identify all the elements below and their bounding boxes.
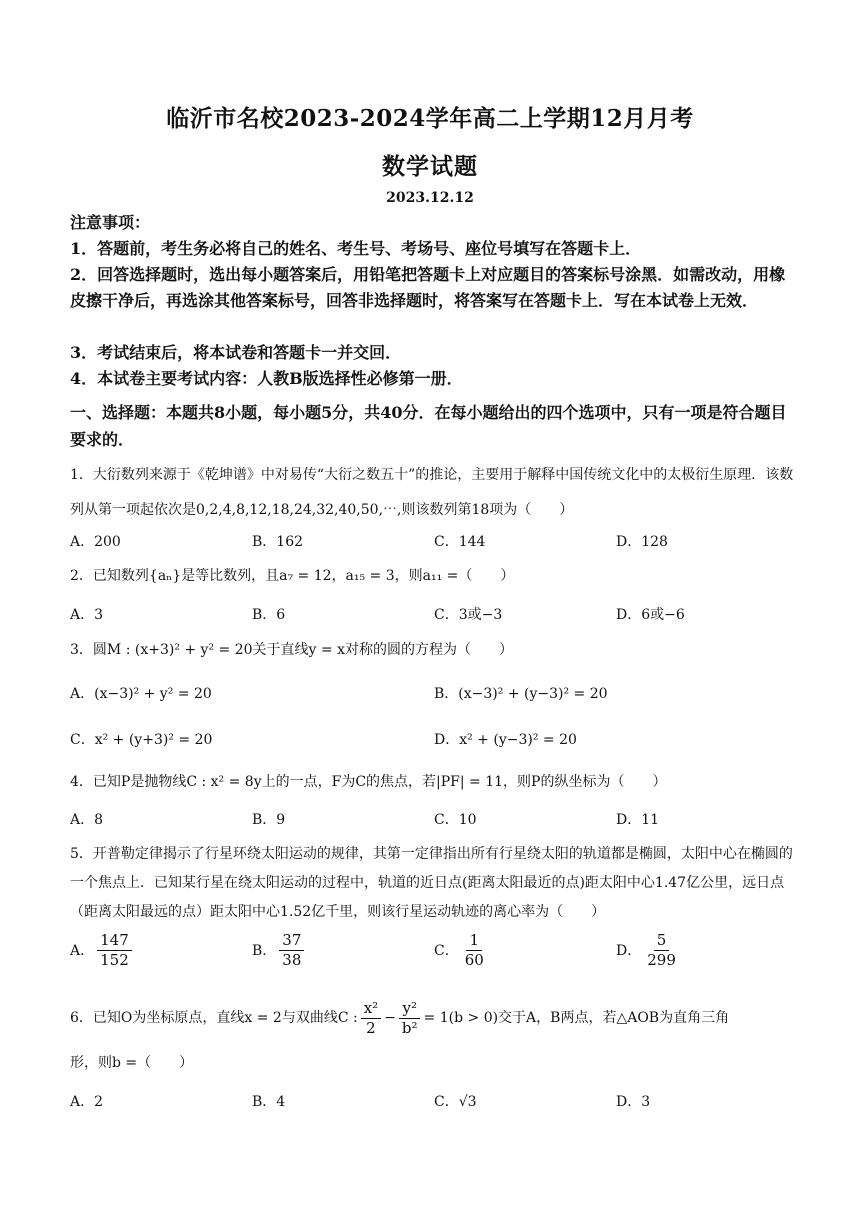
q4-option-c[interactable]: C．10 bbox=[434, 812, 477, 828]
exam-date: 2023.12.12 bbox=[386, 190, 474, 206]
q4-option-b[interactable]: B．9 bbox=[252, 812, 286, 828]
q5-option-b-label: B． bbox=[252, 943, 277, 959]
question-2-stem: 2．已知数列{aₙ}是等比数列，且a₇ = 12，a₁₅ = 3，则a₁₁ =（ ） bbox=[70, 568, 515, 584]
q5-a-numerator: 147 bbox=[97, 931, 132, 951]
question-1-options bbox=[70, 524, 800, 558]
question-4-options bbox=[70, 802, 800, 836]
q5-b-numerator: 37 bbox=[279, 931, 304, 951]
question-6-options bbox=[70, 1084, 800, 1118]
question-3-stem: 3．圆M : (x+3)² + y² = 20关于直线y = x对称的圆的方程为（ ） bbox=[70, 642, 513, 658]
q5-d-numerator: 5 bbox=[654, 931, 670, 951]
q4-option-d[interactable]: D．11 bbox=[616, 812, 660, 828]
q4-option-a[interactable]: A．8 bbox=[70, 812, 104, 828]
q5-option-b-fraction bbox=[279, 931, 304, 970]
q6-fraction-y bbox=[399, 999, 421, 1038]
q6-option-b[interactable]: B．4 bbox=[252, 1094, 286, 1110]
q5-c-numerator: 1 bbox=[466, 931, 482, 951]
q1-option-a[interactable]: A．200 bbox=[70, 534, 121, 550]
q6-option-a[interactable]: A．2 bbox=[70, 1094, 104, 1110]
q5-option-a-fraction bbox=[97, 931, 132, 970]
question-5-stem: 5．开普勒定律揭示了行星环绕太阳运动的规律，其第一定律指出所有行星绕太阳的轨道都是椭圆，太阳中心在椭圆的一个焦点上．已知某行星在绕太阳运动的过程中，轨道的近日点(距离太阳最近的点)距太阳中心1.47亿公里，远日点（距离太阳最远的点）距太阳中心1.52亿千里，则该行星运动轨迹的离心率为（ ） bbox=[70, 846, 793, 920]
q5-option-d-fraction bbox=[644, 931, 679, 970]
q1-option-c[interactable]: C．144 bbox=[434, 534, 486, 550]
q5-option-b[interactable] bbox=[252, 928, 307, 972]
q5-b-denominator: 38 bbox=[282, 950, 302, 969]
q5-option-a[interactable] bbox=[70, 928, 135, 972]
question-1-stem: 1．大衍数列来源于《乾坤谱》中对易传“大衍之数五十”的推论，主要用于解释中国传统文化中的太极衍生原理．该数列从第一项起依次是0,2,4,8,12,18,24,32,40,50,⋯,则该数列第18项为（ ） bbox=[70, 467, 794, 518]
q3-option-d[interactable]: D．x² + (y−3)² = 20 bbox=[434, 732, 577, 748]
q5-option-c-fraction bbox=[462, 931, 487, 970]
q6-fraction-x bbox=[361, 999, 381, 1038]
q5-option-c-label: C． bbox=[434, 943, 459, 959]
q6-frac-y-numerator: y² bbox=[399, 999, 420, 1019]
q6-minus-sign: − bbox=[384, 1010, 396, 1026]
notice-item-4: 4．本试卷主要考试内容：人教B版选择性必修第一册． bbox=[70, 369, 463, 388]
section-heading: 一、选择题：本题共8小题，每小题5分，共40分．在每小题给出的四个选项中，只有一项是符合题目要求的． bbox=[70, 403, 787, 449]
q6-frac-y-denominator: b² bbox=[401, 1018, 418, 1037]
exam-title: 临沂市名校2023-2024学年高二上学期12月月考 bbox=[166, 105, 694, 132]
question-3-options-row1 bbox=[70, 676, 800, 710]
q2-option-b[interactable]: B．6 bbox=[252, 607, 286, 623]
q1-option-d[interactable]: D．128 bbox=[616, 534, 668, 550]
q3-option-c[interactable]: C．x² + (y+3)² = 20 bbox=[70, 732, 213, 748]
notice-heading: 注意事项： bbox=[70, 213, 151, 232]
q5-d-denominator: 299 bbox=[647, 950, 676, 969]
notice-item-3: 3．考试结束后，将本试卷和答题卡一并交回． bbox=[70, 343, 402, 362]
question-6-stem-line1 bbox=[70, 996, 800, 1040]
q2-option-d[interactable]: D．6或−6 bbox=[616, 607, 685, 623]
question-3-options-row2 bbox=[70, 722, 800, 756]
q5-option-c[interactable] bbox=[434, 928, 490, 972]
q6-stem-part-a: 6．已知O为坐标原点，直线x = 2与双曲线C : bbox=[70, 1010, 358, 1026]
question-4-stem: 4．已知P是抛物线C : x² = 8y上的一点，F为C的焦点，若|PF| = 11，则P的纵坐标为（ ） bbox=[70, 774, 667, 790]
q5-option-a-label: A． bbox=[70, 943, 95, 959]
q6-option-c[interactable]: C．√3 bbox=[434, 1094, 477, 1110]
notice-item-1: 1．答题前，考生务必将自己的姓名、考生号、考场号、座位号填写在答题卡上． bbox=[70, 239, 642, 258]
q6-option-d[interactable]: D．3 bbox=[616, 1094, 651, 1110]
q3-option-a[interactable]: A．(x−3)² + y² = 20 bbox=[70, 686, 212, 702]
question-5-options bbox=[70, 928, 800, 972]
q6-frac-x-denominator: 2 bbox=[366, 1018, 376, 1037]
q6-frac-x-numerator: x² bbox=[361, 999, 381, 1019]
question-6-stem-line2: 形，则b =（ ） bbox=[70, 1055, 194, 1071]
q6-stem-part-b: = 1(b > 0)交于A，B两点，若△AOB为直角三角 bbox=[423, 1010, 730, 1026]
q3-option-b[interactable]: B．(x−3)² + (y−3)² = 20 bbox=[434, 686, 608, 702]
notice-item-2: 2．回答选择题时，选出每小题答案后，用铅笔把答题卡上对应题目的答案标号涂黑．如需改动，用橡皮擦干净后，再选涂其他答案标号，回答非选择题时，将答案写在答题卡上．写在本试卷上无效． bbox=[70, 265, 786, 310]
q5-option-d-label: D． bbox=[616, 943, 642, 959]
q1-option-b[interactable]: B．162 bbox=[252, 534, 304, 550]
q5-c-denominator: 60 bbox=[464, 950, 484, 969]
q5-option-d[interactable] bbox=[616, 928, 682, 972]
exam-subtitle: 数学试题 bbox=[382, 153, 478, 180]
q2-option-a[interactable]: A．3 bbox=[70, 607, 104, 623]
q5-a-denominator: 152 bbox=[100, 950, 129, 969]
q2-option-c[interactable]: C．3或−3 bbox=[434, 607, 503, 623]
question-2-options bbox=[70, 597, 800, 631]
